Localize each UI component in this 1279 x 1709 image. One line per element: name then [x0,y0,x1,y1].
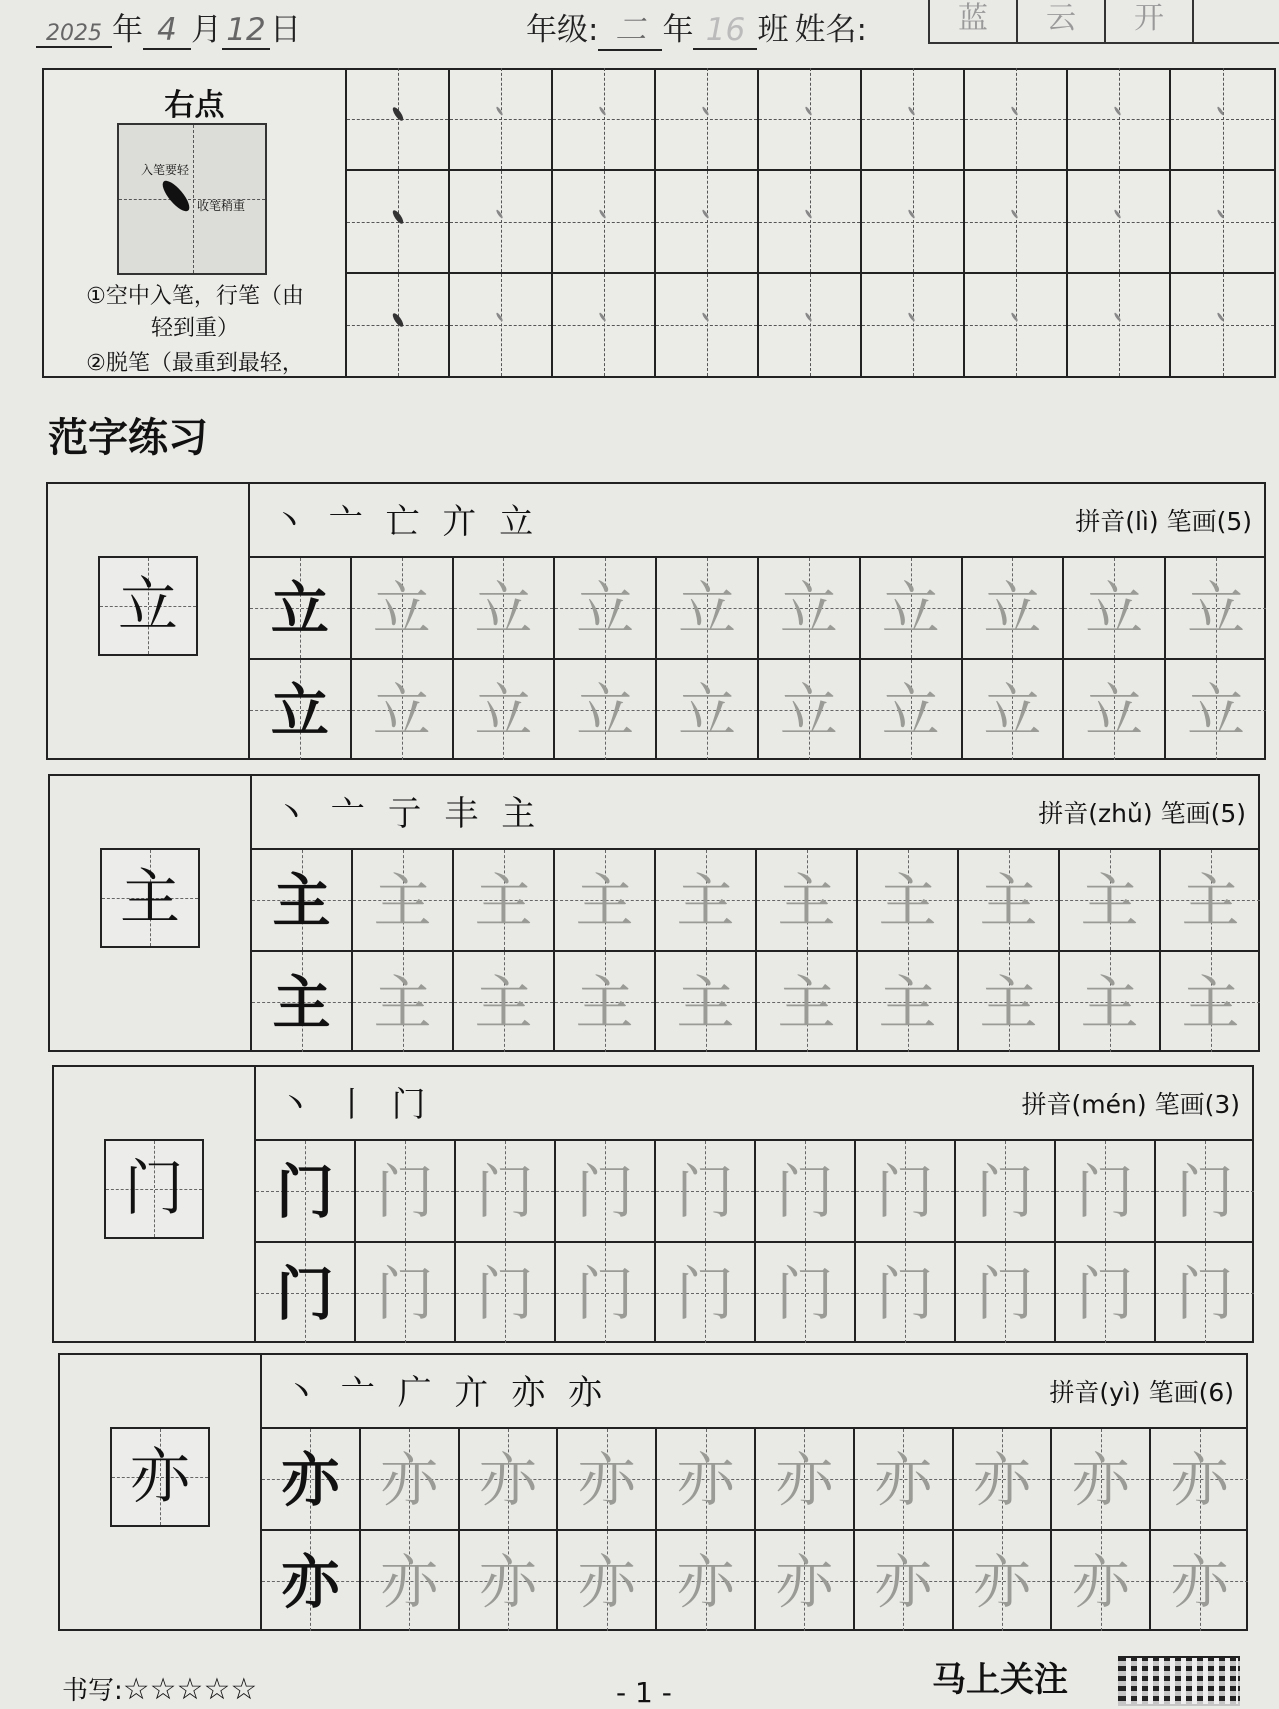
trace-cell[interactable] [359,1427,458,1529]
strokes-value: (5) [1216,507,1252,536]
pinyin-label: 拼音 [1049,1378,1100,1407]
trace-cell[interactable] [952,1529,1051,1631]
trace-cell[interactable] [359,1529,458,1631]
model-character [100,848,200,948]
dot-stroke-icon [1113,209,1121,219]
stroke-demo-box [117,123,267,275]
stroke-grid-cell [347,171,450,274]
trace-cell[interactable] [452,848,553,950]
trace-cell[interactable] [859,658,961,760]
cell-character: 亦 [1170,1548,1229,1616]
trace-cell[interactable] [1154,1241,1254,1343]
trace-cell[interactable] [1054,1241,1154,1343]
trace-cell[interactable] [954,1139,1054,1241]
cell-character: 立 [372,677,431,745]
model-character [110,1427,210,1527]
dot-stroke-icon [1010,209,1018,219]
trace-cell[interactable] [654,1241,754,1343]
stroke-grid-cell [656,274,759,378]
stroke-grid-cell [450,68,553,171]
stroke-grid-cell [965,274,1068,378]
cell-character: 亦 [874,1446,933,1514]
dot-stroke-icon [495,209,503,219]
cell-character: 主 [1181,969,1240,1037]
cell-character: 亦 [577,1548,636,1616]
cell-character: 立 [1085,575,1144,643]
cell-character: 门 [1175,1260,1234,1328]
cell-character: 立 [1187,575,1246,643]
trace-cell[interactable] [755,950,856,1052]
example-cell[interactable] [250,950,351,1052]
cell-character: 主 [575,969,634,1037]
pinyin-value: (lì) [1125,507,1159,536]
example-cell[interactable] [250,848,351,950]
stroke-grid-cell [347,68,450,171]
cell-character: 主 [1080,969,1139,1037]
trace-cell[interactable] [954,1241,1054,1343]
trace-cell[interactable] [556,1529,655,1631]
trace-cell[interactable] [754,1241,854,1343]
trace-cell[interactable] [961,556,1063,658]
trace-cell[interactable] [553,848,654,950]
cell-character: 主 [979,969,1038,1037]
pinyin-strokes-info [1075,502,1252,538]
trace-cell[interactable] [554,1139,654,1241]
cell-character: 立 [270,677,329,745]
dot-stroke-icon [598,209,606,219]
stroke-grid-cell [759,68,862,171]
trace-cell[interactable] [1164,556,1266,658]
trace-cell[interactable] [654,950,755,1052]
cell-character: 亦 [577,1446,636,1514]
grade-label: 年级: [526,12,599,48]
cell-character: 主 [373,969,432,1037]
cell-character: 主 [777,969,836,1037]
trace-cell[interactable] [654,1139,754,1241]
example-cell[interactable] [254,1241,354,1343]
cell-character: 门 [475,1158,534,1226]
stroke-step-2: ②脱笔（最重到最轻， [86,351,304,376]
cell-character: 亦 [1170,1446,1229,1514]
dot-stroke-icon [1010,106,1018,116]
dot-stroke-icon [907,106,915,116]
cell-character: 立 [678,575,737,643]
grade-unit: 年 [662,12,694,48]
trace-cell[interactable] [853,1529,952,1631]
cell-character: 立 [1085,677,1144,745]
dot-stroke-icon [495,106,503,116]
cell-character: 立 [474,677,533,745]
day-value: 12 [222,12,270,50]
trace-cell[interactable] [754,1427,853,1529]
cell-character: 立 [372,575,431,643]
trace-cell[interactable] [655,556,757,658]
cell-character: 亦 [1071,1446,1130,1514]
pinyin-label: 拼音 [1021,1090,1072,1119]
cell-character: 主 [474,969,533,1037]
name-char [1194,0,1279,42]
cell-character: 门 [575,1158,634,1226]
stroke-order: 丶 丨 门 [278,1085,432,1125]
grade-value: 二 [598,4,662,51]
section-title: 范字练习 [48,415,208,461]
trace-cell[interactable] [454,1241,554,1343]
cell-character: 主 [1181,867,1240,935]
cell-character: 门 [1075,1158,1134,1226]
trace-cell[interactable] [1050,1529,1149,1631]
cell-character: 门 [975,1260,1034,1328]
cell-character: 立 [779,677,838,745]
stroke-grid-cell [862,68,965,171]
trace-cell[interactable] [754,1529,853,1631]
stroke-step-1: ①空中入笔，行笔（由 [86,284,304,309]
pinyin-value: (mén) [1071,1090,1147,1119]
trace-cell[interactable] [458,1529,557,1631]
trace-cell[interactable] [952,1427,1051,1529]
pinyin-strokes-info [1022,1085,1241,1121]
cell-character: 门 [875,1158,934,1226]
name-boxes [928,0,1279,44]
cell-character: 主 [676,969,735,1037]
stroke-step-1b: 轻到重） [150,316,239,341]
cell-character: 门 [575,1260,634,1328]
cell-character: 主 [575,867,634,935]
trace-cell[interactable] [454,1139,554,1241]
cell-character: 门 [275,1158,334,1226]
trace-cell[interactable] [1149,1529,1248,1631]
follow-text: 马上关注 [932,1660,1068,1700]
trace-cell[interactable] [556,1427,655,1529]
trace-cell[interactable] [351,950,452,1052]
cell-character: 门 [775,1260,834,1328]
example-cell[interactable] [248,658,350,760]
trace-cell[interactable] [1050,1427,1149,1529]
dot-stroke-icon [598,312,606,322]
cell-character: 主 [979,867,1038,935]
cell-character: 立 [678,677,737,745]
trace-cell[interactable] [754,1139,854,1241]
cell-character: 主 [373,867,432,935]
dot-stroke-icon [495,312,503,322]
cell-character: 亦 [1071,1548,1130,1616]
dot-stroke-icon [1113,106,1121,116]
stroke-grid-cell [1068,68,1171,171]
exit-note: 收笔稍重 [197,199,246,213]
trace-cell[interactable] [856,950,957,1052]
month-value: 4 [143,12,191,50]
stroke-grid-cell [450,274,553,378]
strokes-value: (6) [1198,1378,1234,1407]
cell-character: 门 [775,1158,834,1226]
stroke-grid-cell [1171,274,1276,378]
strokes-value: (3) [1204,1090,1240,1119]
dot-stroke-icon [804,106,812,116]
trace-cell[interactable] [961,658,1063,760]
trace-cell[interactable] [957,848,1058,950]
trace-cell[interactable] [853,1427,952,1529]
class-line [526,4,867,51]
cell-character: 亦 [478,1548,537,1616]
strokes-label: 笔画 [1148,1378,1199,1407]
trace-cell[interactable] [655,658,757,760]
trace-cell[interactable] [854,1139,954,1241]
strokes-label: 笔画 [1154,1090,1205,1119]
name-char: 蓝 [930,0,1018,42]
cell-character: 立 [576,575,635,643]
stroke-grid-cell [965,171,1068,274]
trace-cell[interactable] [655,1529,754,1631]
model-character-text: 主 [120,863,180,933]
trace-cell[interactable] [1154,1139,1254,1241]
cell-character: 亦 [874,1548,933,1616]
trace-cell[interactable] [1058,848,1159,950]
dot-stroke-icon [907,209,915,219]
cell-character: 立 [576,677,635,745]
stroke-grid-cell [1171,68,1276,171]
dot-stroke-icon [1113,312,1121,322]
year-unit: 年 [112,12,143,48]
trace-cell[interactable] [1058,950,1159,1052]
trace-cell[interactable] [757,658,859,760]
name-char: 云 [1018,0,1106,42]
date-line [36,4,301,50]
strokes-label: 笔画 [1160,799,1211,828]
cell-character: 门 [375,1158,434,1226]
cell-character: 主 [272,969,331,1037]
stroke-grid-cell [965,68,1068,171]
cell-character: 主 [1080,867,1139,935]
trace-cell[interactable] [655,1427,754,1529]
class-unit: 班 [757,12,789,48]
dot-stroke-icon [907,312,915,322]
trace-cell[interactable] [856,848,957,950]
cell-character: 主 [878,867,937,935]
stroke-grid-cell [347,274,450,378]
cell-character: 亦 [380,1446,439,1514]
pinyin-label: 拼音 [1075,507,1126,536]
trace-cell[interactable] [351,848,452,950]
cell-character: 立 [881,677,940,745]
cell-character: 门 [375,1260,434,1328]
cell-character: 亦 [676,1446,735,1514]
strokes-value: (5) [1210,799,1246,828]
trace-cell[interactable] [458,1427,557,1529]
dot-stroke-icon [701,106,709,116]
pinyin-value: (yì) [1099,1378,1141,1407]
stroke-grid-cell [1068,171,1171,274]
trace-cell[interactable] [452,658,554,760]
page-number: - 1 - [616,1676,672,1709]
pinyin-value: (zhǔ) [1088,799,1153,828]
name-label: 姓名: [794,12,867,48]
cell-character: 立 [983,575,1042,643]
stroke-grid-cell [862,274,965,378]
cell-character: 亦 [775,1446,834,1514]
stroke-order: 丶 亠 广 亣 亦 亦 [284,1373,609,1413]
cell-character: 亦 [676,1548,735,1616]
trace-cell[interactable] [957,950,1058,1052]
stroke-title: 右点 [164,88,225,123]
strokes-label: 笔画 [1166,507,1217,536]
stroke-grid-cell [759,274,862,378]
cell-character: 立 [474,575,533,643]
month-unit: 月 [191,12,222,48]
cell-character: 立 [1187,677,1246,745]
stroke-grid-cell [553,171,656,274]
year-value: 2025 [36,21,112,48]
trace-cell[interactable] [1062,658,1164,760]
model-character-text: 亦 [130,1442,190,1512]
trace-cell[interactable] [354,1139,454,1241]
cell-character: 门 [875,1260,934,1328]
trace-cell[interactable] [350,658,452,760]
trace-cell[interactable] [1062,556,1164,658]
cell-character: 门 [675,1158,734,1226]
cell-character: 门 [1075,1260,1134,1328]
stroke-order: 丶 亠 亡 亣 立 [272,502,540,542]
cell-character: 立 [270,575,329,643]
cell-character: 亦 [281,1548,340,1616]
trace-cell[interactable] [757,556,859,658]
cell-character: 主 [676,867,735,935]
cell-character: 主 [474,867,533,935]
writing-rating [62,1670,257,1707]
cell-character: 主 [272,867,331,935]
trace-cell[interactable] [553,556,655,658]
example-cell[interactable] [248,556,350,658]
trace-cell[interactable] [1149,1427,1248,1529]
trace-cell[interactable] [554,1241,654,1343]
model-character [98,556,198,656]
stroke-grid-cell [759,171,862,274]
cell-character: 门 [275,1260,334,1328]
name-char: 开 [1106,0,1194,42]
trace-cell[interactable] [1159,950,1260,1052]
stroke-grid-cell [862,171,965,274]
dot-stroke-icon [701,209,709,219]
model-character-text: 立 [118,571,178,641]
cell-character: 亦 [380,1548,439,1616]
stroke-grid-cell [450,171,553,274]
example-cell[interactable] [254,1139,354,1241]
stroke-grid-cell [1171,171,1276,274]
example-cell[interactable] [260,1427,359,1529]
cell-character: 门 [675,1260,734,1328]
day-unit: 日 [270,12,301,48]
pinyin-strokes-info [1038,794,1246,830]
stroke-grid-cell [553,274,656,378]
dot-stroke-icon [701,312,709,322]
trace-cell[interactable] [654,848,755,950]
model-character [104,1139,204,1239]
dot-stroke-icon [158,177,193,215]
cell-character: 立 [983,677,1042,745]
cell-character: 门 [1175,1158,1234,1226]
example-cell[interactable] [260,1529,359,1631]
stroke-grid-cell [656,68,759,171]
dot-stroke-icon [804,312,812,322]
dot-stroke-icon [804,209,812,219]
trace-cell[interactable] [854,1241,954,1343]
cell-character: 亦 [775,1548,834,1616]
star-rating[interactable]: ☆☆☆☆☆ [122,1672,258,1707]
trace-cell[interactable] [452,950,553,1052]
class-value: 16 [693,12,757,50]
cell-character: 亦 [281,1446,340,1514]
trace-cell[interactable] [452,556,554,658]
stroke-grid-cell [553,68,656,171]
cell-character: 立 [881,575,940,643]
dot-stroke-icon [598,106,606,116]
cell-character: 亦 [478,1446,537,1514]
stroke-grid-cell [1068,274,1171,378]
trace-cell[interactable] [350,556,452,658]
entry-note: 入笔要轻 [141,163,190,177]
trace-cell[interactable] [1159,848,1260,950]
trace-cell[interactable] [1164,658,1266,760]
trace-cell[interactable] [755,848,856,950]
trace-cell[interactable] [354,1241,454,1343]
cell-character: 主 [878,969,937,1037]
trace-cell[interactable] [859,556,961,658]
cell-character: 亦 [972,1548,1031,1616]
cell-character: 亦 [972,1446,1031,1514]
cell-character: 门 [975,1158,1034,1226]
trace-cell[interactable] [553,658,655,760]
cell-character: 立 [779,575,838,643]
stroke-grid-cell [656,171,759,274]
pinyin-strokes-info [1049,1373,1234,1409]
model-character-text: 门 [124,1154,184,1224]
writing-label: 书写: [62,1676,123,1706]
cell-character: 门 [475,1260,534,1328]
trace-cell[interactable] [1054,1139,1154,1241]
pinyin-label: 拼音 [1038,799,1089,828]
dot-stroke-icon [1010,312,1018,322]
stroke-order: 丶 亠 亍 丰 主 [274,794,542,834]
cell-character: 主 [777,867,836,935]
trace-cell[interactable] [553,950,654,1052]
